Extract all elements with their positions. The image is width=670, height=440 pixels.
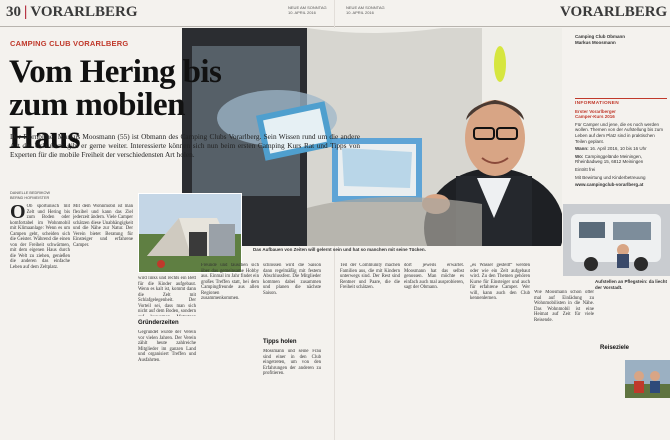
article-column-4: Freunde und tauschen sich über das gemeinsame Hobby aus. Einmal im Jahr findet ein großes Treffen statt, bei dem Campingfreunde aus allen Regionen zusammenkommen.: [201, 263, 259, 302]
article-column-2: Mit dem Wohnmobil ist man flexibel und kann das Ziel jederzeit ändern. Viele Camper schätzen diese Unabhängigkeit und die Nähe zur Natur. Der Verein bietet Beratung für Einsteiger und erfahrene Camper.: [73, 204, 133, 248]
group-photo-illustration: [625, 360, 670, 398]
article-kicker: CAMPING CLUB VORARLBERG: [10, 39, 129, 48]
portrait-caption: Camping Club Obmann Markus Moosmann: [575, 34, 625, 45]
small-photo: [625, 360, 670, 398]
article-column-9: Wie Moosmann schon öfter mal auf Einlädung zu Wohnmobilisten in die Nähe. Das Wohnmobil ist eine Heimat auf Zeit für viele Reisende.: [534, 290, 594, 323]
right-page-number: VORARLBERG: [560, 4, 668, 20]
main-photo-caption: Das Aufbauen von Zeiten will gelernt sein und hat so manchen mit seine Tücken.: [253, 247, 426, 252]
info-extra: Mit Bewirtung und Kinderbetreuung: [575, 174, 646, 180]
info-fee: Eintritt frei: [575, 166, 596, 172]
article-headline: Vom Hering bis zum mobilen Haus: [9, 54, 222, 156]
info-body: Für Camper und jene, die es noch werden wollen. Themen von der Aufstellung bis zum Leben auf dem Platz sind in praktischen Teilen geplant.: [575, 121, 663, 144]
subhead-reiseziele: Reiseziele: [600, 345, 630, 351]
camper-van-illustration: [563, 204, 670, 276]
right-photo-caption: Aufstellen an Pflegstein: da liecht der Vorstadt.: [595, 279, 668, 290]
article-byline: DANIELLE BEDRIKOW BERND HOFMEISTER: [10, 191, 51, 200]
subhead-tipps: Tipps holen: [263, 339, 297, 345]
right-page-meta: NEUE AM SONNTAG 10. APRIL 2016: [346, 5, 385, 15]
article-column-1: O Ob sportunisch mit Zelt und Hering bis zum Boden oder komfortabel im Wohnmobil mit Klimaanlage: Wenn es um Campen geht, scheiden sich die Geister. Während die einen von der Freiheit schwärmen, mit dem eigenen Haus durch die Welt zu ziehen, genießen die anderen das einfache Leben auf dem Zeltplatz.: [10, 204, 70, 271]
right-photo-camper: [563, 204, 670, 276]
article-column-3: wird links und rechts ein Bett für die Kinder aufgebaut. Wenn es kalt ist, kommt dann die Zelt mit Schlafgelegenheit. Der Vorteil sei, dass man sich nicht auf dem Boden, sondern: [138, 276, 196, 315]
drop-cap: O: [10, 204, 26, 223]
info-url[interactable]: www.campingclub-vorarlberg.at: [575, 182, 644, 188]
article-column-5b: Mossmann und seine Frau sind einer in den Club eingetreten, um von den Erfahrungen der anderen zu profitieren.: [263, 349, 321, 377]
left-page-meta: NEUE AM SONNTAG 10. APRIL 2016: [288, 5, 327, 15]
article-column-6: Teil der Community machen Familien aus, die mit Kindern unterwegs sind. Der Rest sind Rentner und Paare, die die Freiheit schätzen.: [340, 263, 400, 291]
left-page-number: 30 | VORARLBERG: [6, 4, 138, 20]
info-when: Wann: 16. April 2016, 10 bis 16 Uhr: [575, 146, 647, 152]
info-box: [575, 98, 667, 190]
article-lead: Der Dornbirner Markus Moosmann (55) ist Obmann des Camping Clubs Vorarlberg. Sein Wissen rund um die andere Art des Urlaubens gibt er gerne weiter. Interessierte können sich nun beim ersten Camping Kurs Rat und Tipps von Experten für die mobile Freiheit der verschiedensten Art holen.: [10, 132, 360, 159]
page-header: [0, 0, 670, 27]
tent-illustration: [139, 194, 241, 272]
article-column-8: „es Wasser gestellt“ werden oder wie ein Zelt aufgebaut wird. Zu den Themen gehören Kurse für Einsteiger und auch für erfahrene Camper. Wer will, kann auch den Club kennenlernen.: [470, 263, 530, 302]
subhead-gruenderzeiten: Gründerzeiten: [138, 320, 179, 326]
info-subtitle: Erster Vorarlberger Camper-Kurs 2016: [575, 108, 616, 120]
inset-photo-tent: [138, 193, 242, 273]
article-column-5: schlossen wird die Saison dann regelmäßig mit festem Abschlussfest. Die Mitglieder kommen dabei zusammen und planen die nächste Saison.: [263, 263, 321, 296]
article-column-7: dort jeweils erwartet. Moosmann hat das selbst genossen. Man möchte es einfach auch mal ausprobieren, sagt der Obmann.: [404, 263, 464, 291]
info-title: INFORMATIONEN: [575, 98, 667, 107]
info-where: Wo: Campinggelände Meiningen, Rheinbadweg 15, 6812 Meiningen: [575, 153, 644, 165]
article-column-3b: Gegründet wurde der Verein vor vielen Jahren. Der Verein zählt heute zahlreiche Mitglieder im ganzen Land und organisiert Treffen und Ausfahrten.: [138, 330, 196, 363]
